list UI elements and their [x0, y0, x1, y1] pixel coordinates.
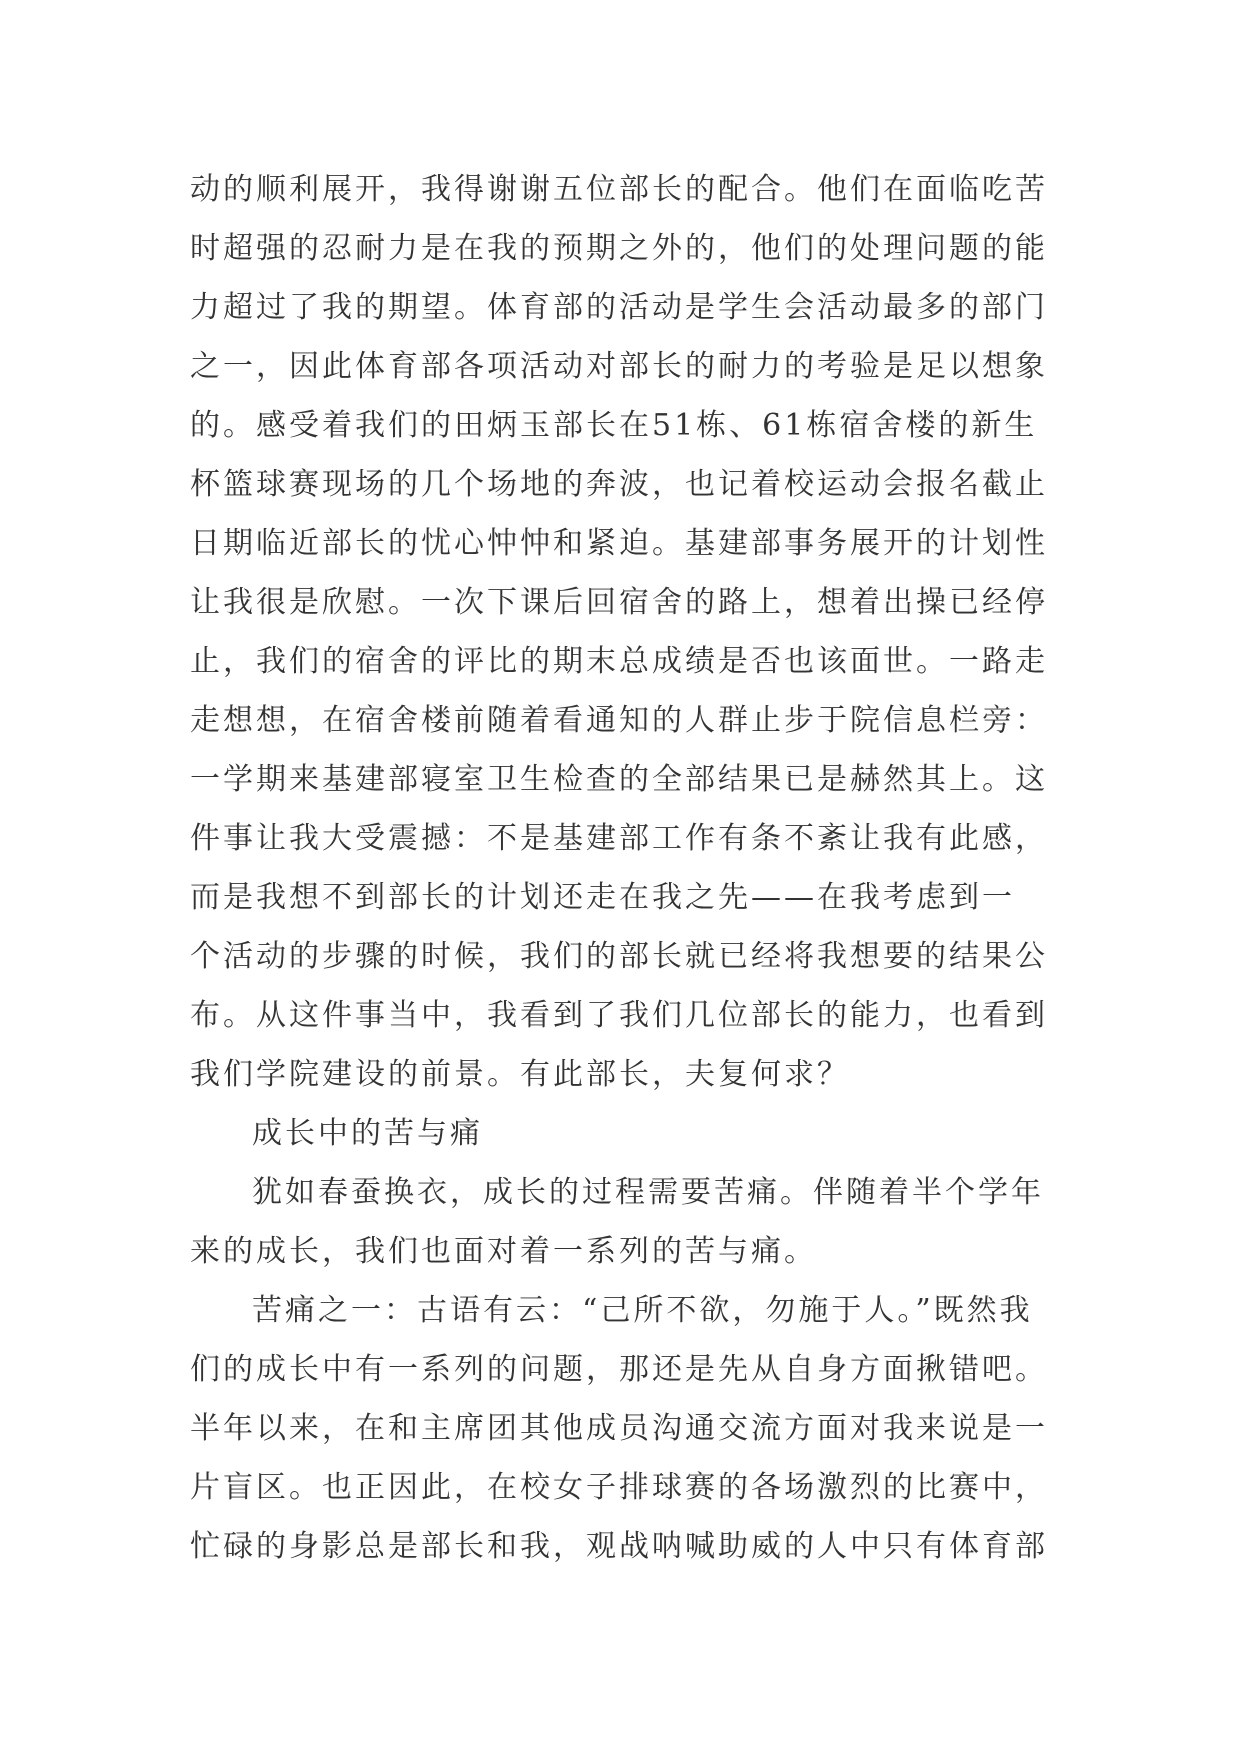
text-line: 忙碌的身影总是部长和我，观战呐喊助威的人中只有体育部 [190, 1529, 1048, 1564]
text-line: 我们学院建设的前景。有此部长，夫复何求？ [190, 1057, 850, 1092]
text-line: 杯篮球赛现场的几个场地的奔波，也记着校运动会报名截止 [190, 467, 1048, 502]
text-line: 让我很是欣慰。一次下课后回宿舍的路上，想着出操已经停 [190, 585, 1048, 620]
text-line: 苦痛之一：古语有云：“己所不欲，勿施于人。”既然我 [252, 1293, 1033, 1328]
paragraph-2 [190, 1163, 1050, 1281]
text-line: 们的成长中有一系列的问题，那还是先从自身方面揪错吧。 [190, 1352, 1048, 1387]
text-line: 之一，因此体育部各项活动对部长的耐力的考验是足以想象 [190, 349, 1048, 384]
text-line: 个活动的步骤的时候，我们的部长就已经将我想要的结果公 [190, 939, 1048, 974]
text-line: 的。感受着我们的田炳玉部长在51栋、61栋宿舍楼的新生 [190, 408, 1038, 443]
section-heading [190, 1104, 1050, 1163]
section-heading-text: 成长中的苦与痛 [252, 1116, 483, 1151]
text-line: 件事让我大受震撼：不是基建部工作有条不紊让我有此感， [190, 821, 1048, 856]
text-line: 一学期来基建部寝室卫生检查的全部结果已是赫然其上。这 [190, 762, 1048, 797]
paragraph-3 [190, 1281, 1050, 1576]
paragraph-1 [190, 160, 1050, 1104]
text-line: 布。从这件事当中，我看到了我们几位部长的能力，也看到 [190, 998, 1048, 1033]
text-line: 而是我想不到部长的计划还走在我之先——在我考虑到一 [190, 880, 1015, 915]
text-line: 来的成长，我们也面对着一系列的苦与痛。 [190, 1234, 817, 1269]
text-line: 止，我们的宿舍的评比的期末总成绩是否也该面世。一路走 [190, 644, 1048, 679]
document-body [190, 160, 1050, 1576]
text-line: 时超强的忍耐力是在我的预期之外的，他们的处理问题的能 [190, 231, 1048, 266]
text-line: 力超过了我的期望。体育部的活动是学生会活动最多的部门 [190, 290, 1048, 325]
text-line: 走想想，在宿舍楼前随着看通知的人群止步于院信息栏旁： [190, 703, 1048, 738]
text-line: 片盲区。也正因此，在校女子排球赛的各场激烈的比赛中， [190, 1470, 1048, 1505]
text-line: 犹如春蚕换衣，成长的过程需要苦痛。伴随着半个学年 [252, 1175, 1044, 1210]
text-line: 动的顺利展开，我得谢谢五位部长的配合。他们在面临吃苦 [190, 172, 1048, 207]
text-line: 半年以来，在和主席团其他成员沟通交流方面对我来说是一 [190, 1411, 1048, 1446]
text-line: 日期临近部长的忧心忡忡和紧迫。基建部事务展开的计划性 [190, 526, 1048, 561]
